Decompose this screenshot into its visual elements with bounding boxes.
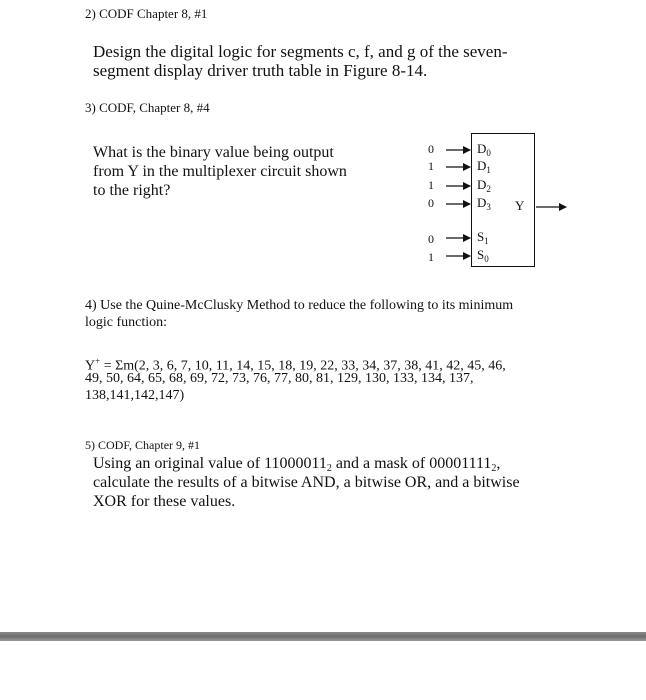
q2-text-line1: Design the digital logic for segments c, f, and g of the seven- [93, 42, 508, 61]
input-value-d1: 1 [428, 159, 434, 173]
pin-label-d0: $D_0$ [477, 141, 491, 158]
q3-text-line3: to the right? [93, 182, 171, 199]
input-value-d2: 1 [428, 178, 434, 192]
q5-text-line2: calculate the results of a bitwise AND, a bitwise OR, and a bitwise [93, 474, 520, 491]
q5-text-line1: Using an original value of 110000112 and a mask of 000011112, [93, 455, 501, 474]
select-value-s0: 1 [428, 250, 434, 264]
select-value-s1: 0 [428, 232, 434, 246]
pin-label-y: Y [515, 198, 525, 213]
q4-expression-line3: 138,141,142,147) [85, 388, 185, 403]
q4-expression-line2: 49, 50, 64, 65, 68, 69, 72, 73, 76, 77, 80, 81, 129, 130, 133, 134, 137, [85, 371, 474, 386]
q2-heading: 2) CODF Chapter 8, #1 [85, 6, 208, 21]
pin-label-d2: $D_2$ [477, 177, 491, 194]
q3-text-line1: What is the binary value being output [93, 144, 334, 161]
q2-text-line2: segment display driver truth table in Figure 8-14. [93, 61, 428, 80]
pin-label-d1: $D_1$ [477, 158, 491, 175]
q4-expression-line1: Y+ = Σm(2, 3, 6, 7, 10, 11, 14, 15, 18, 19, 22, 33, 34, 37, 38, 41, 42, 45, 46, [85, 356, 506, 374]
q5-text-line3: XOR for these values. [93, 493, 236, 510]
page-bottom-edge [0, 632, 646, 641]
q3-heading: 3) CODF, Chapter 8, #4 [85, 100, 210, 115]
input-value-d0: 0 [428, 142, 434, 156]
q4-text-line1: 4) Use the Quine-McClusky Method to reduce the following to its minimum [85, 298, 514, 313]
input-value-d3: 0 [428, 196, 434, 210]
pin-label-d3: $D_3$ [477, 195, 491, 212]
q3-text-line2: from Y in the multiplexer circuit shown [93, 163, 347, 180]
q4-text-line2: logic function: [85, 315, 168, 330]
q5-heading: 5) CODF, Chapter 9, #1 [85, 438, 201, 452]
pin-label-s0: $S_0$ [477, 247, 489, 264]
pin-label-s1: $S_1$ [477, 229, 489, 246]
